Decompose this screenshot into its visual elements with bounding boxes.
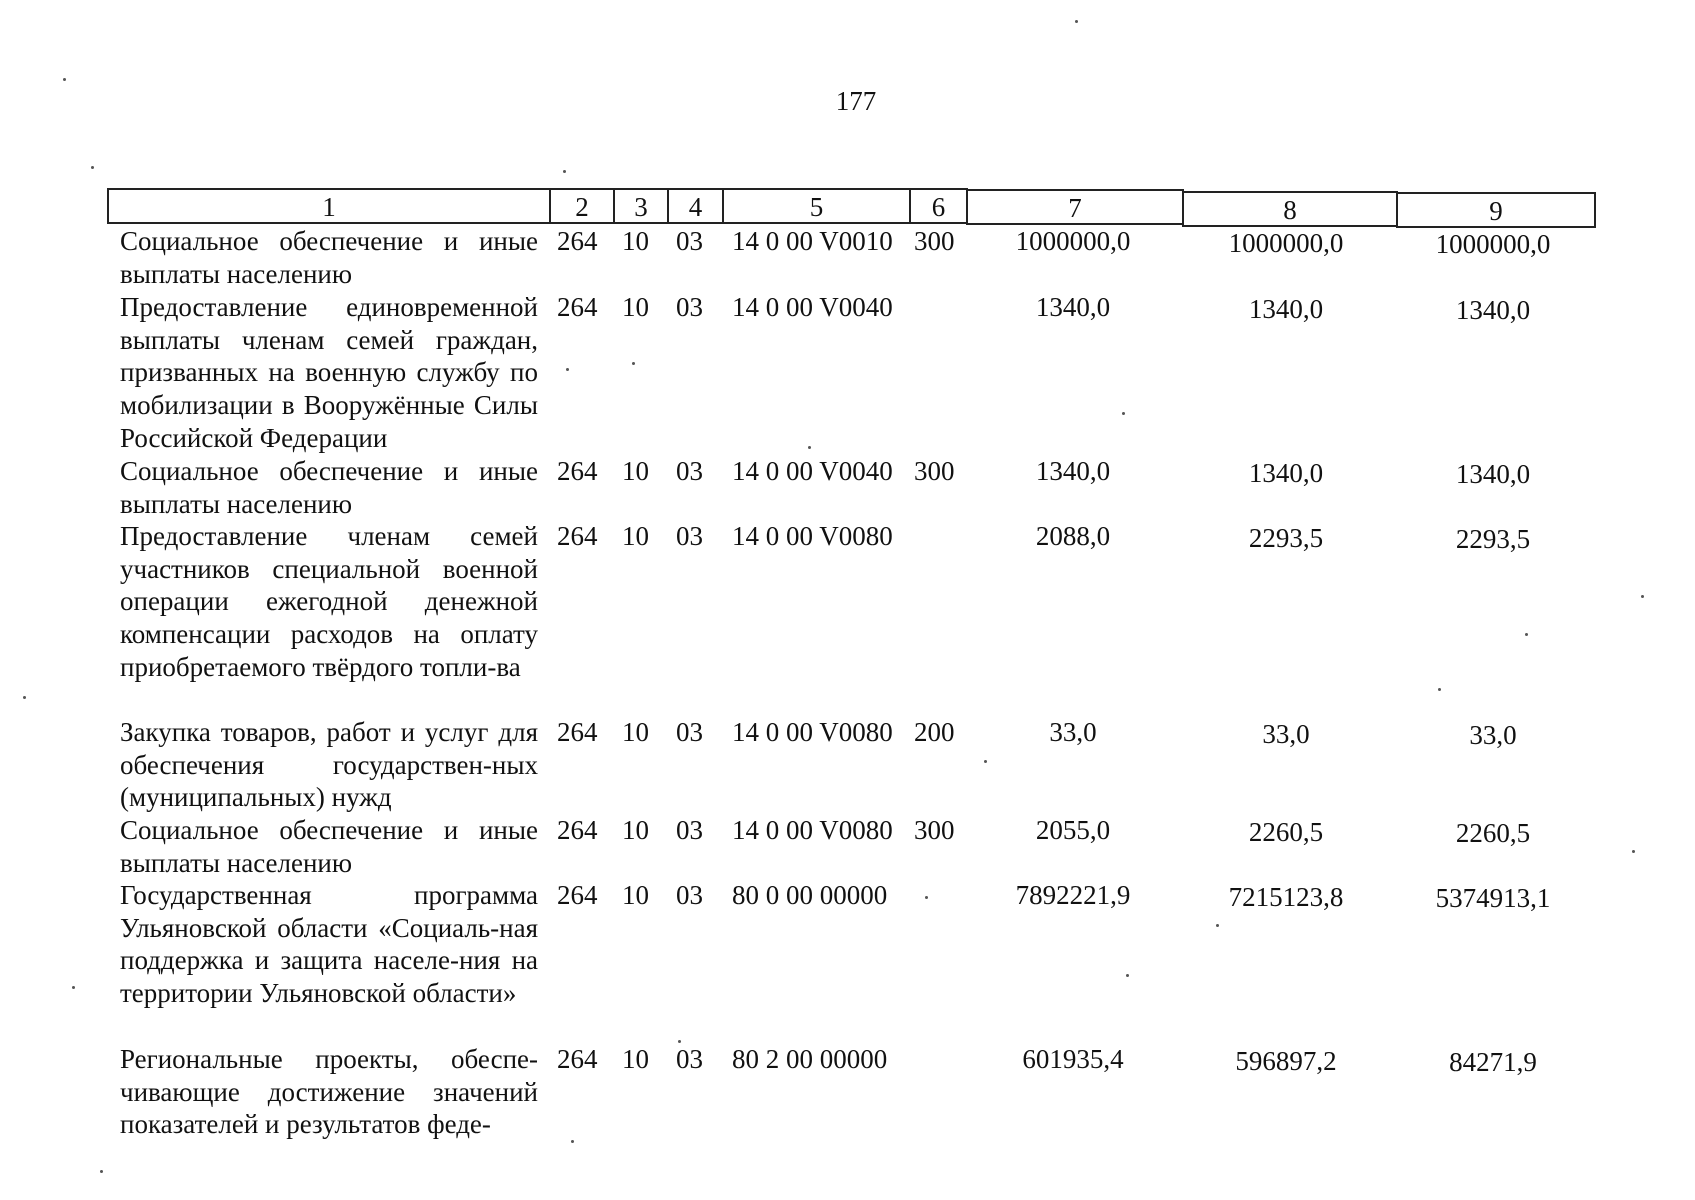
row-name: Закупка товаров, работ и услуг для обеспечения государствен-ных (муниципальных) нужд <box>120 717 538 813</box>
cell-col3: 10 <box>622 1044 649 1074</box>
cell-col4: 03 <box>676 717 703 747</box>
cell-col5: 14 0 00 V0080 <box>732 521 893 551</box>
scan-speck <box>1126 974 1129 977</box>
scan-speck <box>808 446 811 449</box>
cell-col3: 10 <box>622 226 649 256</box>
cell-col3: 10 <box>622 717 649 747</box>
cell-col7: 33,0 <box>1049 717 1097 747</box>
scan-speck <box>63 78 66 81</box>
cell-col2: 264 <box>557 292 598 322</box>
cell-col2: 264 <box>557 226 598 256</box>
cell-col5: 80 0 00 00000 <box>732 880 888 910</box>
cell-col6: 300 <box>914 815 955 845</box>
row-name: Социальное обеспечение и иные выплаты населению <box>120 815 538 878</box>
scan-speck <box>100 1170 103 1173</box>
row-name: Региональные проекты, обеспе-чивающие достижение значений показателей и результатов феде- <box>120 1044 538 1140</box>
cell-col4: 03 <box>676 292 703 322</box>
header-cell-8: 8 <box>1182 191 1398 227</box>
scan-speck <box>91 166 94 169</box>
header-cell-1: 1 <box>107 188 551 224</box>
cell-col4: 03 <box>676 815 703 845</box>
cell-col5: 14 0 00 V0040 <box>732 292 893 322</box>
scan-speck <box>571 1140 574 1143</box>
cell-col8: 1340,0 <box>1248 294 1324 324</box>
cell-col8: 1340,0 <box>1248 458 1324 488</box>
header-cell-7: 7 <box>966 189 1184 225</box>
cell-col8: 1000000,0 <box>1228 228 1344 258</box>
scan-speck <box>23 696 26 699</box>
header-cell-5: 5 <box>722 188 911 224</box>
cell-col3: 10 <box>622 815 649 845</box>
scan-speck <box>1632 850 1635 853</box>
cell-col5: 80 2 00 00000 <box>732 1044 888 1074</box>
cell-col9: 5374913,1 <box>1435 883 1551 913</box>
cell-col8: 33,0 <box>1262 719 1310 749</box>
cell-col8: 7215123,8 <box>1228 882 1344 912</box>
scan-speck <box>1438 688 1441 691</box>
cell-col6: 300 <box>914 456 955 486</box>
cell-col4: 03 <box>676 521 703 551</box>
row-name: Социальное обеспечение и иные выплаты населению <box>120 456 538 519</box>
cell-col5: 14 0 00 V0080 <box>732 717 893 747</box>
scan-speck <box>563 170 566 173</box>
scan-speck <box>72 986 75 989</box>
cell-col8: 2260,5 <box>1248 817 1324 847</box>
cell-col7: 1000000,0 <box>1015 226 1131 256</box>
cell-col9: 1340,0 <box>1455 295 1531 325</box>
scan-speck <box>1216 924 1219 927</box>
cell-col2: 264 <box>557 456 598 486</box>
cell-col5: 14 0 00 V0080 <box>732 815 893 845</box>
cell-col7: 1340,0 <box>1035 292 1111 322</box>
cell-col7: 7892221,9 <box>1015 880 1131 910</box>
cell-col8: 596897,2 <box>1235 1046 1337 1076</box>
cell-col7: 1340,0 <box>1035 456 1111 486</box>
cell-col2: 264 <box>557 521 598 551</box>
header-cell-2: 2 <box>549 188 615 224</box>
scan-speck <box>925 896 928 899</box>
cell-col3: 10 <box>622 292 649 322</box>
scan-speck <box>566 368 569 371</box>
cell-col2: 264 <box>557 815 598 845</box>
header-cell-6: 6 <box>909 188 968 224</box>
cell-col9: 33,0 <box>1469 720 1517 750</box>
cell-col7: 2055,0 <box>1035 815 1111 845</box>
scan-speck <box>1525 633 1528 636</box>
header-cell-4: 4 <box>667 188 724 224</box>
scan-speck <box>632 362 635 365</box>
table-header <box>107 188 1596 228</box>
cell-col5: 14 0 00 V0010 <box>732 226 893 256</box>
cell-col6: 200 <box>914 717 955 747</box>
cell-col4: 03 <box>676 1044 703 1074</box>
cell-col9: 2260,5 <box>1455 818 1531 848</box>
cell-col8: 2293,5 <box>1248 523 1324 553</box>
cell-col3: 10 <box>622 456 649 486</box>
scan-speck <box>984 760 987 763</box>
scan-speck <box>1122 412 1125 415</box>
scan-speck <box>1641 595 1644 598</box>
header-cell-9: 9 <box>1396 192 1596 228</box>
scan-speck <box>678 1040 681 1043</box>
row-name: Предоставление единовременной выплаты членам семей граждан, призванных на военную службу по мобилизации в Вооружённые Силы Российской Федерации <box>120 292 538 453</box>
cell-col9: 1000000,0 <box>1435 229 1551 259</box>
cell-col2: 264 <box>557 717 598 747</box>
row-name: Предоставление членам семей участников специальной военной операции ежегодной денежной компенсации расходов на оплату приобретаемого твёрдого топли-ва <box>120 521 538 682</box>
scan-speck <box>1075 20 1078 23</box>
row-name: Социальное обеспечение и иные выплаты населению <box>120 226 538 289</box>
cell-col9: 84271,9 <box>1449 1047 1537 1077</box>
cell-col2: 264 <box>557 880 598 910</box>
cell-col3: 10 <box>622 521 649 551</box>
cell-col7: 601935,4 <box>1022 1044 1124 1074</box>
cell-col6: 300 <box>914 226 955 256</box>
cell-col7: 2088,0 <box>1035 521 1111 551</box>
cell-col4: 03 <box>676 456 703 486</box>
cell-col5: 14 0 00 V0040 <box>732 456 893 486</box>
header-cell-3: 3 <box>613 188 669 224</box>
cell-col4: 03 <box>676 226 703 256</box>
cell-col3: 10 <box>622 880 649 910</box>
row-name: Государственная программа Ульяновской области «Социаль-ная поддержка и защита населе-ния на территории Ульяновской области» <box>120 880 538 1009</box>
cell-col2: 264 <box>557 1044 598 1074</box>
page-number: 177 <box>835 86 877 116</box>
cell-col4: 03 <box>676 880 703 910</box>
cell-col9: 1340,0 <box>1455 459 1531 489</box>
cell-col9: 2293,5 <box>1455 524 1531 554</box>
